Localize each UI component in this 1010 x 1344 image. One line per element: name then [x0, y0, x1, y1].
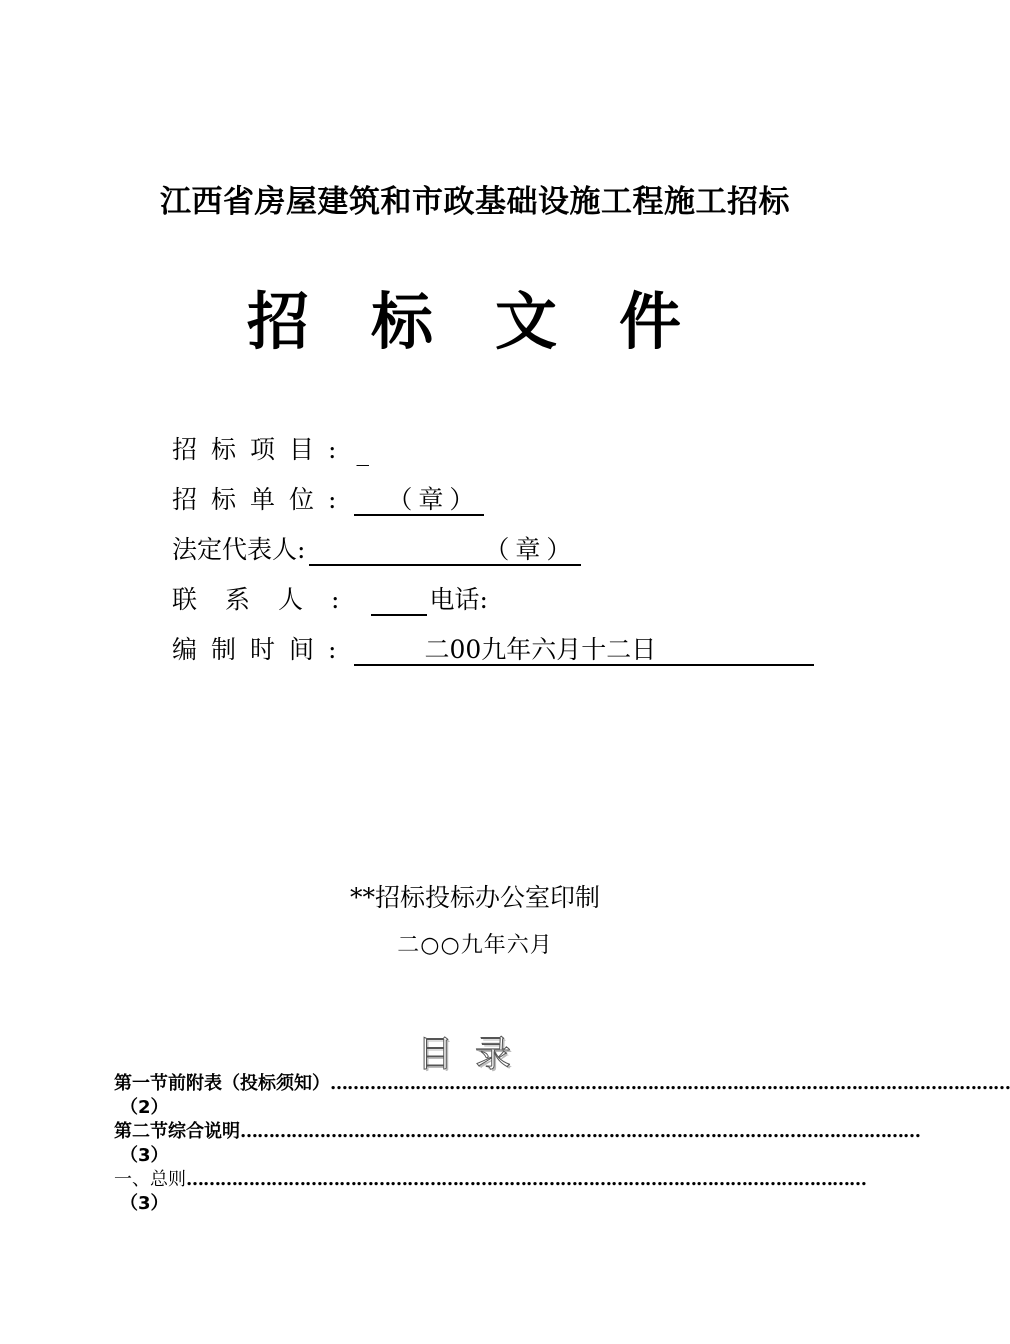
toc-leader: ………………………………………………………………………………………………………… [330, 1073, 1010, 1094]
representative-field [309, 536, 581, 566]
date-field [354, 636, 814, 666]
printer-text: **招标投标办公室印制 [349, 883, 600, 912]
info-row-project [172, 430, 369, 466]
document-heading: 江西省房屋建筑和市政基础设施工程施工招标 [160, 184, 790, 220]
info-row-unit [172, 480, 484, 516]
toc-entry-text: 前附表（投标须知） [168, 1073, 330, 1094]
contact-label: 联系人: [172, 585, 368, 614]
toc-section: 第一节 [114, 1073, 168, 1094]
unit-label: 招标单位: [172, 485, 351, 514]
toc-page-number: （2） [120, 1097, 169, 1118]
toc-page-number: （3） [120, 1145, 169, 1166]
representative-seal: （章） [484, 535, 578, 564]
info-row-date [172, 630, 814, 666]
representative-label: 法定代表人: [172, 535, 306, 564]
document-title: 招标文件 [246, 285, 743, 358]
unit-field [354, 486, 484, 516]
toc-section: 第二节 [114, 1121, 168, 1142]
unit-seal: （章） [387, 485, 481, 514]
toc-entry-text: 综合说明 [168, 1121, 240, 1142]
date-label: 编制时间: [172, 635, 351, 664]
phone-label: 电话: [429, 585, 488, 614]
print-date: 二○○九年六月 [397, 933, 553, 958]
toc-title: 目录 [416, 1034, 533, 1075]
date-value: 二00九年六月十二日 [424, 635, 657, 664]
project-label: 招标项目: [172, 435, 351, 464]
toc-entry[interactable] [114, 1072, 1010, 1120]
toc-entry[interactable] [114, 1168, 866, 1216]
project-value: _ [356, 437, 369, 466]
info-row-representative [172, 530, 581, 566]
table-of-contents [114, 1072, 1010, 1216]
info-row-contact [172, 580, 488, 616]
toc-page-number: （3） [120, 1193, 169, 1214]
contact-field [371, 586, 427, 616]
toc-entry[interactable] [114, 1120, 920, 1168]
toc-leader: ………………………………………………………………………………………………………… [186, 1169, 866, 1190]
toc-leader: ………………………………………………………………………………………………………… [240, 1121, 920, 1142]
toc-entry-text: 一、总则 [114, 1169, 186, 1190]
